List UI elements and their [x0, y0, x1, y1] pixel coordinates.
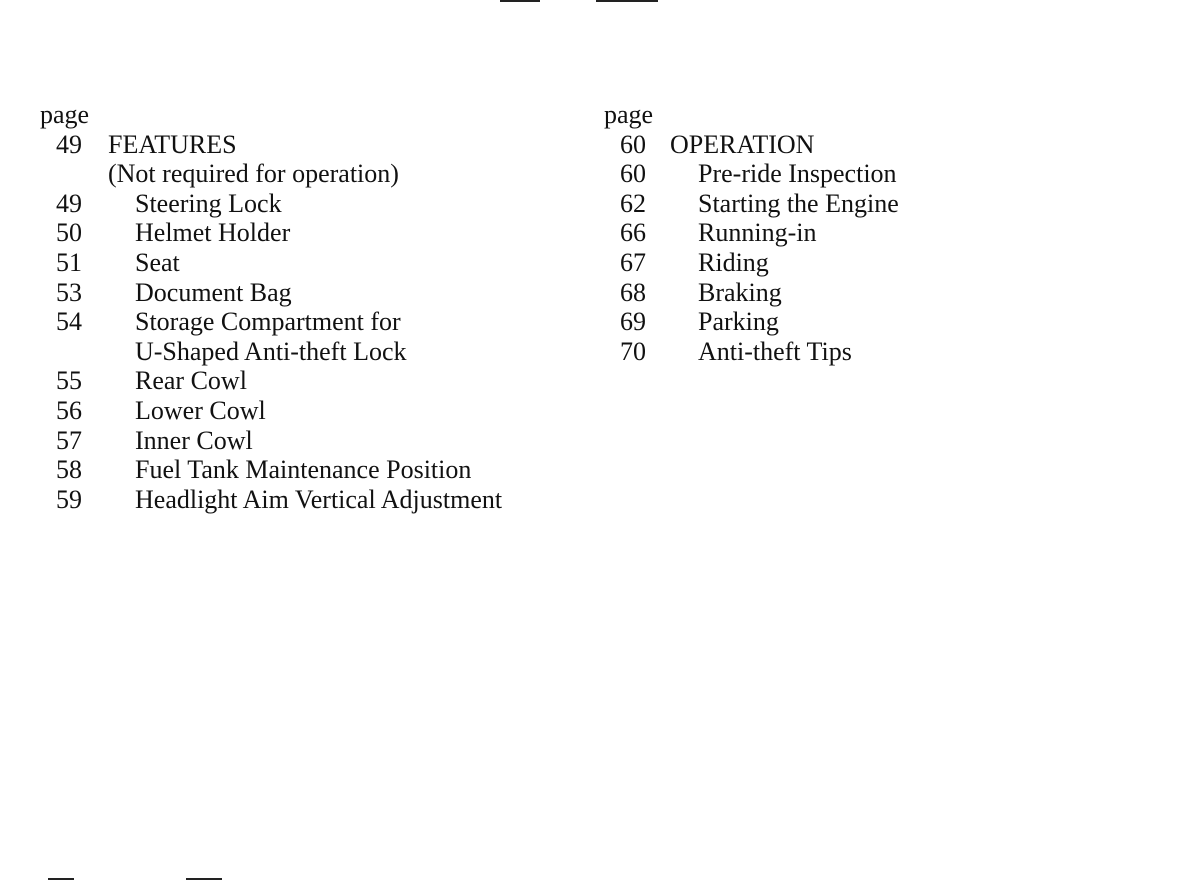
toc-entry [40, 247, 180, 278]
toc-entry-title: Braking [698, 277, 782, 307]
page-column-label: page [604, 100, 654, 129]
toc-entry-title: Pre-ride Inspection [698, 159, 897, 189]
toc-page-number: 51 [56, 247, 82, 277]
toc-column-right [604, 100, 899, 366]
toc-entry [40, 277, 292, 308]
toc-page-number: 53 [56, 277, 82, 307]
toc-entry [40, 159, 399, 189]
toc-entry-title: Riding [698, 247, 769, 277]
toc-page-number: 70 [620, 336, 646, 366]
toc-page-number: 58 [56, 455, 82, 485]
toc-entry-title: Inner Cowl [135, 425, 253, 455]
toc-entry-title: Helmet Holder [135, 218, 291, 248]
toc-entry [40, 425, 253, 456]
toc-page-number: 50 [56, 218, 82, 248]
toc-entry [40, 395, 266, 426]
toc-page-number: 67 [620, 247, 646, 277]
toc-entry [40, 307, 401, 337]
toc-entry [40, 336, 407, 367]
toc-entry-title: OPERATION [670, 129, 815, 159]
toc-page-number: 60 [620, 129, 646, 159]
toc-entry [40, 218, 291, 248]
toc-page-number: 55 [56, 366, 82, 396]
toc-page-number: 69 [620, 307, 646, 337]
toc-entry [604, 336, 852, 367]
toc-page-number: 56 [56, 395, 82, 425]
toc-entry-title: Parking [698, 307, 779, 337]
toc-page-number: 68 [620, 277, 646, 307]
toc-entry-title: FEATURES [108, 129, 237, 159]
toc-entry-title: Storage Compartment for [135, 307, 401, 337]
toc-entry [604, 218, 817, 248]
toc-entry-title: Steering Lock [135, 188, 282, 218]
toc-entry-title: Lower Cowl [135, 395, 266, 425]
toc-entry-title: Starting the Engine [698, 188, 899, 218]
scan-artifact [596, 0, 658, 2]
scan-artifact [48, 878, 74, 880]
toc-page-number: 66 [620, 218, 646, 248]
toc-entry-title: Document Bag [135, 277, 292, 307]
toc-page-number: 57 [56, 425, 82, 455]
toc-entry-title: Seat [135, 247, 180, 277]
toc-list-right [604, 129, 899, 367]
toc-entry-title: Rear Cowl [135, 366, 247, 396]
toc-entry [40, 455, 472, 485]
toc-entry [604, 277, 782, 308]
toc-page-number: 59 [56, 484, 82, 514]
toc-entry [604, 247, 769, 278]
toc-entry-title: Anti-theft Tips [698, 336, 852, 366]
toc-page-number: 49 [56, 188, 82, 218]
toc-entry-title: Running-in [698, 218, 817, 248]
scan-artifact [186, 878, 222, 880]
toc-entry [40, 129, 237, 160]
toc-page-number: 49 [56, 129, 82, 159]
toc-list-left [40, 129, 503, 515]
toc-entry [40, 484, 503, 515]
toc-entry-title: Fuel Tank Maintenance Position [135, 455, 472, 485]
toc-entry [604, 159, 897, 189]
toc-entry-title: U-Shaped Anti-theft Lock [135, 336, 407, 366]
toc-column-left [40, 100, 503, 514]
toc-page-number: 60 [620, 159, 646, 189]
toc-entry [40, 366, 247, 396]
toc-entry [40, 188, 282, 219]
toc-entry-title: (Not required for operation) [108, 159, 399, 189]
scan-artifact [500, 0, 540, 2]
toc-entry [604, 188, 899, 219]
toc-entry [604, 129, 815, 160]
toc-entry [604, 307, 779, 337]
toc-entry-title: Headlight Aim Vertical Adjustment [135, 484, 503, 514]
toc-page-number: 54 [56, 307, 82, 337]
toc-page-number: 62 [620, 188, 646, 218]
page-column-label: page [40, 100, 90, 129]
